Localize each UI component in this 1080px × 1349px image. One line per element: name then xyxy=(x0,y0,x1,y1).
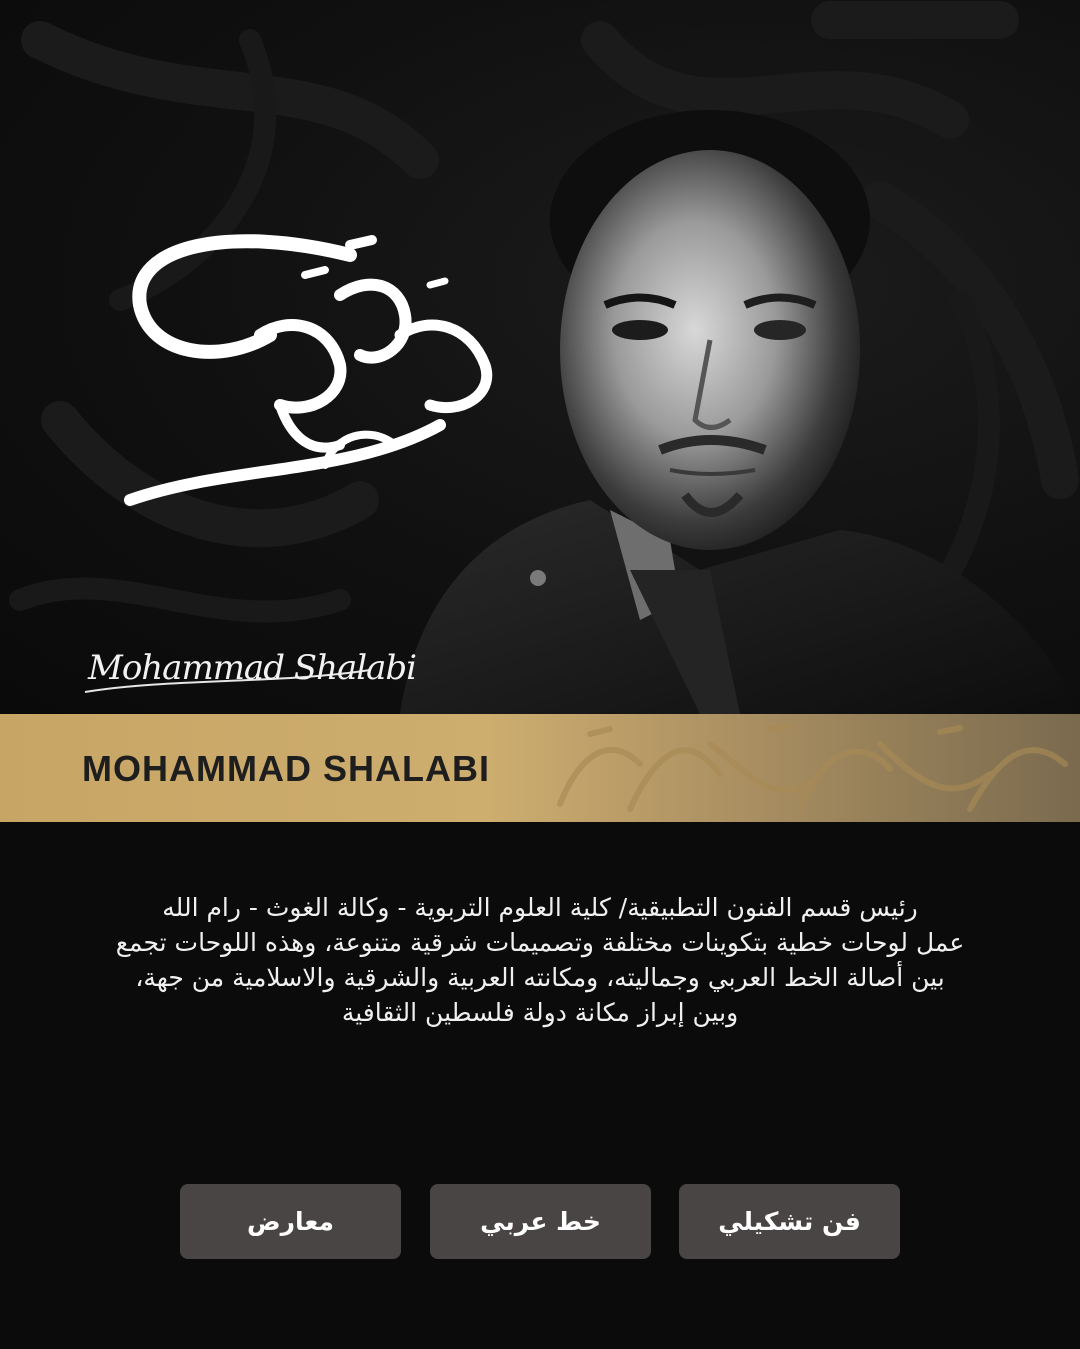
artist-name: MOHAMMAD SHALABI xyxy=(82,748,490,789)
tag-fine-art[interactable]: فن تشكيلي xyxy=(679,1184,900,1259)
bio-line-position: رئيس قسم الفنون التطبيقية/ كلية العلوم التربوية - وكالة الغوث - رام الله xyxy=(162,893,918,922)
banner-calligraphy-pattern xyxy=(520,714,1080,822)
bio-line-description: عمل لوحات خطية بتكوينات مختلفة وتصميمات شرقية متنوعة، وهذه اللوحات تجمع بين أصالة الخط العربي وجماليته، ومكانته العربية والشرقية والاسلامية من جهة، وبين إبراز مكانة دولة فلسطين الثقافية xyxy=(115,928,965,1027)
tag-exhibitions[interactable]: معارض xyxy=(180,1184,401,1259)
signature-text: Mohammad Shalabi xyxy=(88,648,417,688)
tag-list xyxy=(0,1184,1080,1260)
calligraphy-logo xyxy=(110,215,510,515)
signature xyxy=(80,640,417,700)
name-banner xyxy=(0,714,1080,822)
tag-arabic-calligraphy[interactable]: خط عربي xyxy=(430,1184,651,1259)
biography xyxy=(110,890,970,1030)
